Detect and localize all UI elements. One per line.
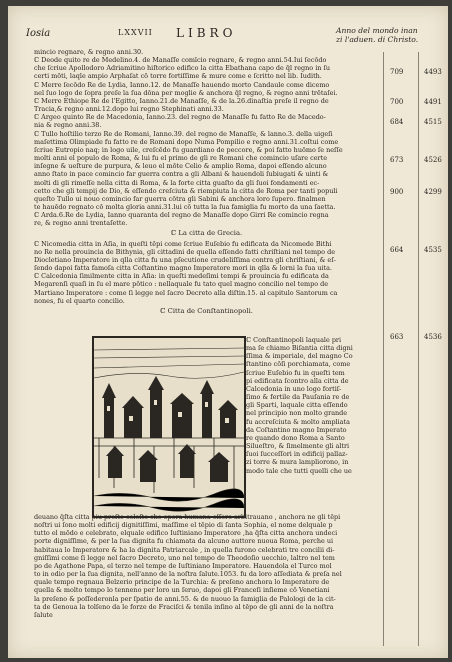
top-text-line: ℂ Deode quito re de Medelino.4. de Manaſſe comīcio regnare, & regno anni.54.Iui ſecōdo xyxy=(34,56,327,65)
bottom-text-line: ſalute xyxy=(34,610,53,619)
bottom-text-line: ta de Genoua la tolſeno da le forze de Fraciſci & tenila inſino al tēpo de gli anni de la noſtra xyxy=(34,602,334,611)
top-paragraphs xyxy=(34,48,379,227)
grecia-text-line: Diocletiano Imperatore in qlla citta fu una pſecutione crudeliſſima contra gli chriſtiani, & eſ- xyxy=(34,255,336,264)
costantinopoli-side-text xyxy=(246,336,381,475)
bottom-text-line: noſtri ui ſono molti edificij dignitiſſimi, maſſime el tēpio di ſanta Sophia, el nome delquale p xyxy=(34,521,333,530)
year-christ-1: 4493 xyxy=(424,68,442,76)
top-text-line: Tracia,& regno anni.12.dopo lui regno Stephinati anni.33. xyxy=(34,105,224,114)
top-text-line: inſegne & ueſture de purpura, & leuo el mōte Celio & amplio Roma, dapoi eſſendo alcuno xyxy=(34,162,327,171)
top-text-line: molti anni el populo de Roma, & lui fu el primo de gli re Romani che comincio uſare certe xyxy=(34,154,328,163)
side-text-line: ſſima & imperiale, del magno Co xyxy=(246,352,353,361)
year-world-5: 900 xyxy=(390,188,404,196)
top-text-line: ſcriue Eutropio naq; in logo uile, creſcēdo fu guardiano de peccore, & poi fatto huōmo ſe neſſe xyxy=(34,145,343,154)
bottom-text-line: deuano q̄ſta citta piu preſto celeſte che opera humana eſſere arbitrauano , anchora ne gli tēpi xyxy=(34,513,341,521)
side-text-line: ma ſe chiamo Biſantia citta digni xyxy=(246,344,353,353)
grecia-text-line: ℂ Calcedonia ſimilmente citta in Aſia: in queſti medeſimi tempi & prouincia fu edificata da xyxy=(34,272,329,281)
year-christ-3: 4515 xyxy=(424,118,442,126)
column-heading-line-2: zi l'aduen. di Christo. xyxy=(336,35,419,44)
bottom-text-line: po de Agathone Papa, el terzo nel tempe de Iuſtiniano Imperatore. Hauendola el Turco mol xyxy=(34,561,332,570)
year-world-7: 663 xyxy=(390,333,404,341)
side-text-line: ſcriue Euſebio fu in queſti tem xyxy=(246,368,345,377)
side-text-line: nel principio non molto grande xyxy=(246,409,348,418)
side-text-line: ſtantino cōſi porchiamata, come xyxy=(246,360,351,369)
bottom-text-line: tutto el mōdo e celebrato, elquale edifico Iuſtiniano Imperatore ,ha q̄ſta citta anchora undeci xyxy=(34,529,338,538)
top-text-line: te hauēdo regnato cō molta gloria anni.31.lui cō tutta la ſua famiglia fu morto da una ſaetta. xyxy=(34,202,336,211)
grecia-text-line: nones, fu el quarto concilio. xyxy=(34,296,125,305)
top-text-line: nia & regno anni.38. xyxy=(34,121,102,130)
top-text-line: ℂ Merre ſecōdo Re de Lydia, Ianno.12. de Manaſſe hauendo morto Candaule come dicemo xyxy=(34,80,330,89)
top-text-line: anno ſtato in pace comincio far guerra contra a gli Albani & hauendoli ſubiugati & uinti & xyxy=(34,170,329,179)
side-text-line: zi torre & mura lampliorono, in xyxy=(246,458,349,467)
bottom-text-line: gniſſimi come ſi legge nel ſacro Decreto, uno nel tempo de Theodoſio uecchio, laltro nel tem xyxy=(34,553,335,562)
top-text-line: che ſcriue Apollodoro Adriamitino hiſtorico edifico la citta Ebathana capo de q̄l regno in ſu xyxy=(34,64,330,73)
top-text-line: maſettima Olimpiade fu fatto re de Romani dopo Numa Pompilio e regno anni.31.coſtui come xyxy=(34,137,339,146)
running-head-left: Iosia xyxy=(26,28,51,39)
bottom-text-line: quella & molto tempo lo tenneno per loro un ſeruo, dapoi gli Franceſi inſieme cō Venetiani xyxy=(34,586,330,595)
side-text-line: ℂ Conſtantinopoli laquale pri xyxy=(246,336,342,344)
side-text-line: modo tale che tutti quelli che ue xyxy=(246,466,352,475)
main-text-top xyxy=(34,48,379,317)
bottom-text-line: la preſeno & poſſederonla per ſpatio de anni.55. & de nuouo la famiglia de Palologi de la cit- xyxy=(34,594,336,603)
bottom-text-line: quale tempo regnaua Belzerio principe de la Turchia: & preſeno anchora lo Imperatore de xyxy=(34,578,330,587)
top-text-line: ℂ Tullo hoſtilio terzo Re de Romani, Ianno.39. del regno de Manaſſe, & lanno.3. della uigeſi xyxy=(34,129,333,138)
costantinopoli-continued-text xyxy=(34,513,379,619)
year-world-3: 684 xyxy=(390,118,404,126)
grecia-text-line: Megarenſi quaſi in ſu el mare pōtico : nellaquale fu tato quel magno concilio nel tempo de xyxy=(34,280,329,289)
column-rule-left xyxy=(383,52,384,646)
side-text-line: pi edificata ſcontro alla citta de xyxy=(246,376,349,385)
top-text-line: ℂ Merre Ethiope Re de l'Egitto, Ianno.21.de Manaſſe, & de la.26.dinaſtia preſe il regno de xyxy=(34,96,329,105)
grecia-text-line: no Re nella prouincia de Bithynia, gli cittadini de quella eſſendo fatti chriſtiani nel tempo de xyxy=(34,247,336,256)
side-text-line: gli Sparti, laquale citta eſſendo xyxy=(246,401,348,410)
side-text-line: re quando dono Roma a Santo xyxy=(246,433,345,442)
running-head-title: LIBRO xyxy=(176,26,237,40)
side-text-line: ſimo & fertile da Pauſania re de xyxy=(246,393,350,402)
grecia-text-line: ℂ Nicomedia citta in Aſia, in queſti tēpi come ſcriue Euſebio fu edificata da Nicomede Bithi xyxy=(34,239,332,248)
top-text-line: nel ſuo logo de ſopra preſe la ſua dōna per moglie & anchora q̄l regno, & regno anni trētaſei. xyxy=(34,88,338,97)
top-text-line: re, & regno anni trentaſette. xyxy=(34,219,128,228)
top-text-line: mincio regnare, & regno anni.30. xyxy=(34,48,144,56)
side-text-line: fu accreſciuta & molto ampliata xyxy=(246,417,350,426)
year-world-4: 673 xyxy=(390,156,404,164)
side-text-line: ſuoi ſucceſſori in edificij pallaz- xyxy=(246,450,348,459)
grecia-text-line: ſendo dapoi fatta famoſa citta Coſtantino magno Imperatore mori in qlla & lorni la ſua uita. xyxy=(34,264,333,273)
book-page xyxy=(8,6,448,658)
year-world-1: 709 xyxy=(390,68,404,76)
year-christ-2: 4491 xyxy=(424,98,442,106)
column-heading xyxy=(336,26,444,44)
grecia-text-line: Martiano Imperatore : come ſi legge nel ſacro Decreto alla diſtin.15. al capitulo Santorum ca xyxy=(34,288,338,297)
folio-number: LXXVII xyxy=(118,28,153,37)
side-text-line: Silueſtro, & ſimelmente gli altri xyxy=(246,442,350,451)
woodcut-illustration-city xyxy=(92,336,246,518)
year-christ-4: 4526 xyxy=(424,156,442,164)
heading-citta-de-grecia: ℂ La citta de Grecia. xyxy=(170,229,243,238)
heading-costantinopoli: ℂ Citta de Conſtantinopoli. xyxy=(160,306,253,315)
top-text-line: queſto Tullo ui nouo comincio far guerra cōtra gli Sabini & anchora loro ſupero. finalmen xyxy=(34,194,326,203)
year-christ-7: 4536 xyxy=(424,333,442,341)
column-rule-right xyxy=(418,52,419,646)
year-world-2: 700 xyxy=(390,98,404,106)
top-text-line: ℂ Arda.6.Re de Lydia, Ianno quaranta del regno de Manaſſe dopo Girri Re comincio regna xyxy=(34,211,329,220)
top-text-line: molti di gli rimeſſe nella citta di Roma, & la forte citta guaſto da gli ſuoi fondamenti ec- xyxy=(34,178,320,187)
side-text-line: da Coſtantino magno Imperato xyxy=(246,425,347,434)
year-christ-5: 4299 xyxy=(424,188,442,196)
top-text-line: cetto che gli tempij de Dio, & eſſendo creſciuta & riempiuta la citta de Roma per tanti populi xyxy=(34,186,338,195)
top-text-line: ℂ Argeo quinto Re de Macedonia, Ianno.23. del regno de Manaſſe fu fatto Re de Macedo- xyxy=(34,113,326,122)
bottom-text-line: habitaua lo Imperatore & ha la dignita Patriarcale , in quella furono celebrati tre concilii di- xyxy=(34,545,335,554)
grecia-paragraphs xyxy=(34,240,379,305)
year-world-6: 664 xyxy=(390,246,404,254)
top-text-line: certi mōti, laqle ampio Arphaſat cō torre fortiſſime & mure come e ſcritto nel lib. Iudith. xyxy=(34,72,322,81)
bottom-text-line: to in odio per la ſua dignita, nell'anno de la noſtra ſalute.1053. fu da loro aſſediata & preſa nel xyxy=(34,570,342,579)
bottom-text-line: porte digniſſime, & per la ſua dignita fu chiamata da alcuno auttore nuoua Roma, perche ui xyxy=(34,537,334,546)
side-text-line: Calcedonia in uno logo fortiſ- xyxy=(246,384,342,393)
year-christ-6: 4535 xyxy=(424,246,442,254)
column-heading-line-1: Anno del mondo inan xyxy=(336,26,418,35)
